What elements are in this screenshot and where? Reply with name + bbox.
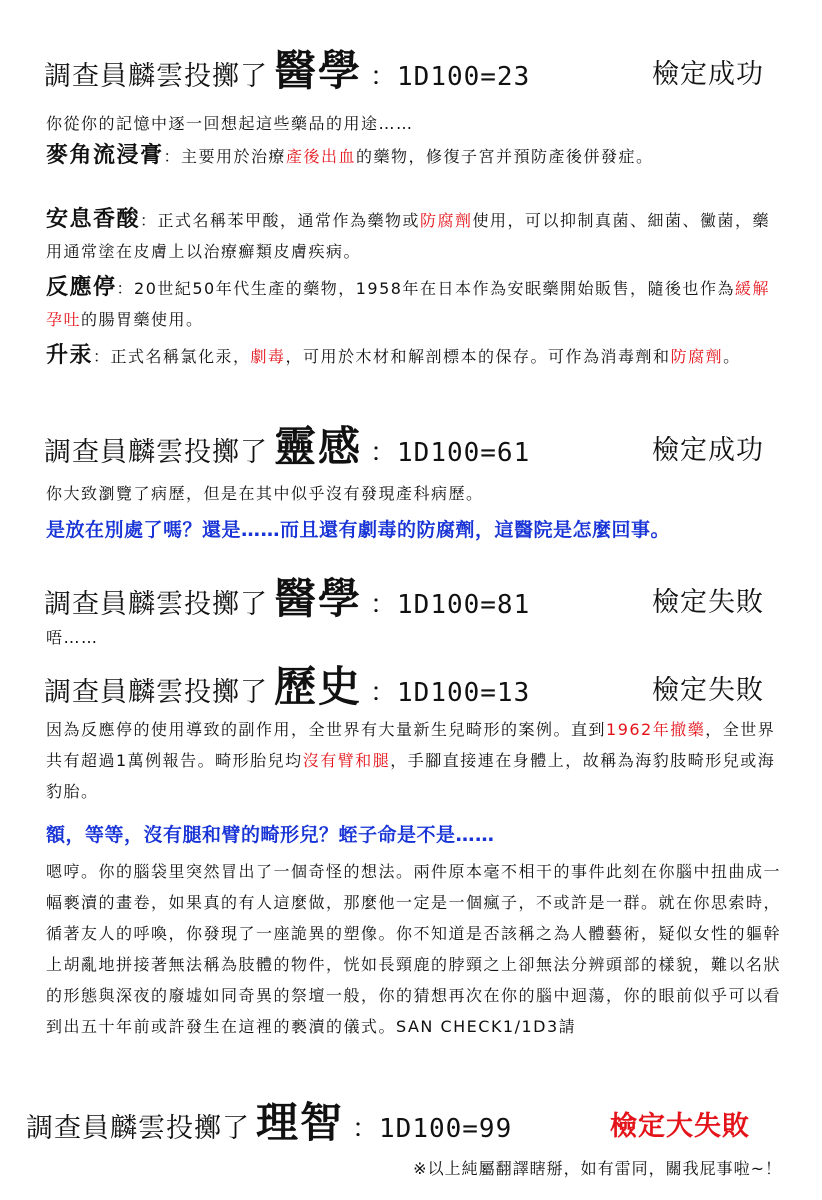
drug-term: 安息香酸 xyxy=(46,207,141,232)
drug-entry-thalidomide xyxy=(46,272,786,335)
drug-desc: ，可用於木材和解剖標本的保存。可作為消毒劑和 xyxy=(285,347,671,366)
roller-name: 調查員麟雲投擲了 xyxy=(44,61,268,92)
insight-thought: 是放在別處了嗎？還是……而且還有劇毒的防腐劑，這醫院是怎麼回事。 xyxy=(46,519,671,541)
history-text xyxy=(46,714,786,807)
drug-highlight: 防腐劑 xyxy=(420,211,473,230)
skill-name: 歷史 xyxy=(274,662,363,711)
roll-expression: ：1D100=99 xyxy=(352,1114,513,1144)
drug-highlight: 劇毒 xyxy=(250,347,286,366)
roll-line-medicine-fail xyxy=(44,566,764,626)
drug-desc: ：正式名稱氯化汞， xyxy=(93,347,251,366)
drug-desc: 的腸胃藥使用。 xyxy=(81,310,204,329)
roll-expression: ：1D100=81 xyxy=(370,590,531,620)
roll-line-idea xyxy=(44,414,764,474)
drug-desc: ：正式名稱苯甲酸，通常作為藥物或 xyxy=(140,211,421,230)
roll-expression: ：1D100=13 xyxy=(370,678,531,708)
roll-result: 檢定失敗 xyxy=(652,587,764,618)
roller-name: 調查員麟雲投擲了 xyxy=(44,589,268,620)
drug-highlight: 緩解孕吐 xyxy=(46,279,770,329)
roll-result: 檢定成功 xyxy=(652,59,764,90)
medicine-fail-text: 唔…… xyxy=(46,628,99,647)
drug-desc: ：主要用於治療 xyxy=(163,147,287,166)
roll-result-critical-fail: 檢定大失敗 xyxy=(610,1111,750,1142)
roll-line-medicine xyxy=(44,38,764,98)
history-highlight: 沒有臂和腿 xyxy=(302,751,391,770)
history-thought: 額，等等，沒有腿和臂的畸形兒？蛭子命是不是…… xyxy=(46,824,495,846)
drug-highlight: 產後出血 xyxy=(286,147,357,166)
history-desc: ，全世界共有超過1萬例報告。畸形胎兒均 xyxy=(46,720,776,770)
roll-line-sanity xyxy=(26,1090,750,1150)
drug-term: 反應停 xyxy=(46,275,117,300)
roller-name: 調查員麟雲投擲了 xyxy=(44,677,268,708)
roll-line-history xyxy=(44,654,764,714)
intro-text: 你從你的記憶中逐一回想起這些藥品的用途…… xyxy=(46,114,414,133)
drug-desc: ：20世紀50年代生產的藥物，1958年在日本作為安眠藥開始販售，隨後也作為 xyxy=(116,279,735,298)
drug-desc: 使用，可以抑制真菌、細菌、黴菌，藥用通常塗在皮膚上以治療癬類皮膚疾病。 xyxy=(46,211,771,261)
drug-desc: 。 xyxy=(723,347,741,366)
drug-desc: 的藥物，修復子宮并預防產後併發症。 xyxy=(356,147,654,166)
skill-name: 醫學 xyxy=(274,46,363,95)
skill-name: 醫學 xyxy=(274,574,363,623)
drug-entry-benzoic xyxy=(46,204,786,267)
roll-result: 檢定失敗 xyxy=(652,675,764,706)
drug-highlight: 防腐劑 xyxy=(670,347,724,366)
skill-name: 靈感 xyxy=(274,422,363,471)
roll-expression: ：1D100=61 xyxy=(370,438,531,468)
drug-entry-mercuric xyxy=(46,340,786,372)
insight-text: 你大致瀏覽了病歷，但是在其中似乎沒有發現產科病歷。 xyxy=(46,484,484,503)
history-desc: 因為反應停的使用導致的副作用，全世界有大量新生兒畸形的案例。直到 xyxy=(46,720,607,739)
roll-expression: ：1D100=23 xyxy=(370,62,531,92)
roller-name: 調查員麟雲投擲了 xyxy=(26,1113,250,1144)
history-highlight: 1962年撤藥 xyxy=(606,720,706,739)
drug-term: 麥角流浸膏 xyxy=(46,143,164,168)
skill-name: 理智 xyxy=(256,1098,345,1147)
vision-text: 嗯哼。你的腦袋里突然冒出了一個奇怪的想法。兩件原本毫不相干的事件此刻在你腦中扭曲成一幅褻瀆的畫卷，如果真的有人這麼做，那麼他一定是一個瘋子，不或許是一群。就在你思索時，循著友人的呼喚，你發現了一座詭異的塑像。你不知道是否該稱之為人體藝術，疑似女性的軀幹上胡亂地拼接著無法稱為肢體的物件，恍如長頸鹿的脖頸之上卻無法分辨頭部的樣貌，難以名狀的形態與深夜的廢墟如同奇異的祭壇一般，你的猜想再次在你的腦中迴蕩，你的眼前似乎可以看到出五十年前或許發生在這裡的褻瀆的儀式。SAN CHECK1/1D3請 xyxy=(46,862,782,1036)
drug-entry-ergot xyxy=(46,140,786,172)
roller-name: 調查員麟雲投擲了 xyxy=(44,437,268,468)
drug-term: 升汞 xyxy=(46,343,94,368)
translator-footnote: ※以上純屬翻譯瞎掰，如有雷同，關我屁事啦~！ xyxy=(413,1159,782,1178)
roll-result: 檢定成功 xyxy=(652,435,764,466)
history-desc: ，手腳直接連在身體上，故稱為海豹肢畸形兒或海豹胎。 xyxy=(46,751,776,801)
